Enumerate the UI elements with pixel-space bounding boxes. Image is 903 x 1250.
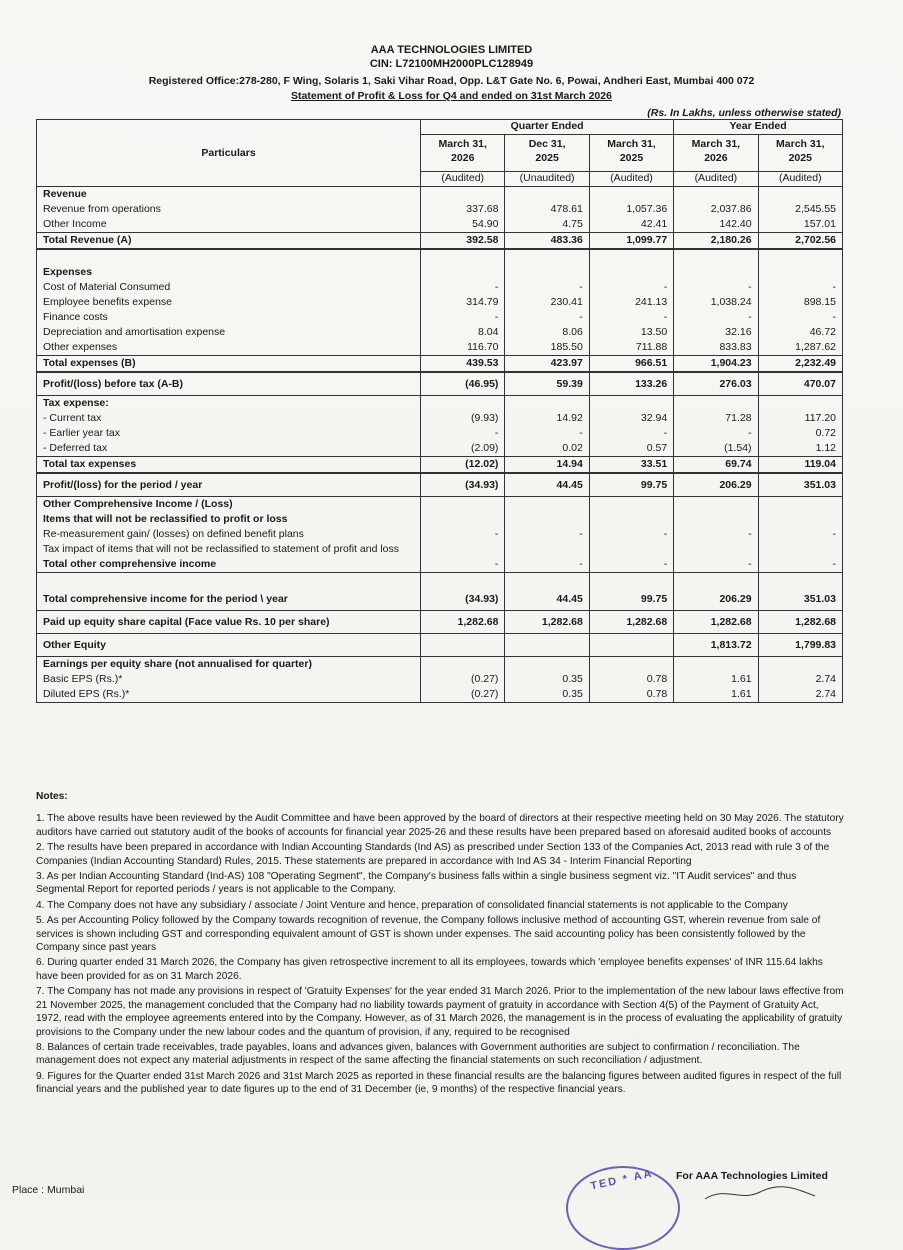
row-value: 133.26	[589, 372, 673, 396]
row-value	[505, 542, 589, 557]
row-value: 59.39	[505, 372, 589, 396]
row-value: 241.13	[589, 295, 673, 310]
row-value: 2,037.86	[674, 202, 758, 217]
column-audit-status-1: (Unaudited)	[505, 172, 589, 187]
row-value: -	[674, 310, 758, 325]
row-value: 0.72	[758, 426, 842, 441]
row-label: Tax expense:	[37, 396, 421, 412]
row-value: (34.93)	[421, 588, 505, 611]
row-value: 44.45	[505, 588, 589, 611]
row-value	[589, 542, 673, 557]
table-row-emp	[37, 295, 843, 310]
row-value: 116.70	[421, 340, 505, 356]
row-value: -	[505, 280, 589, 295]
row-label: - Current tax	[37, 411, 421, 426]
row-label: Tax impact of items that will not be reclassified to statement of profit and loss	[37, 542, 421, 557]
column-date-line1: March 31,	[691, 138, 741, 150]
row-value: 32.16	[674, 325, 758, 340]
note-item: 6. During quarter ended 31 March 2026, the Company has given retrospective increment to all its employees, towards which 'employee benefits expenses' of INR 115.64 lakhs have been provided for as on 31 March 2026.	[36, 957, 823, 982]
row-value	[589, 657, 673, 673]
note-item: 4. The Company does not have any subsidiary / associate / Joint Venture and hence, preparation of consolidated financial statements is not applicable to the Company	[36, 899, 788, 911]
row-label: Depreciation and amortisation expense	[37, 325, 421, 340]
row-value: 8.04	[421, 325, 505, 340]
row-label: Other Income	[37, 217, 421, 233]
row-value	[589, 265, 673, 280]
table-row-diluted	[37, 687, 843, 703]
row-label: - Deferred tax	[37, 441, 421, 457]
row-value	[758, 187, 842, 203]
row-value	[421, 512, 505, 527]
row-value: (0.27)	[421, 687, 505, 703]
table-row-tax-impact	[37, 542, 843, 557]
row-value: 1,799.83	[758, 634, 842, 657]
row-value: 276.03	[674, 372, 758, 396]
row-value	[674, 512, 758, 527]
row-value: 117.20	[758, 411, 842, 426]
row-value: 1,904.23	[674, 356, 758, 373]
row-value	[421, 657, 505, 673]
row-value: 99.75	[589, 473, 673, 497]
row-value: 1,282.68	[674, 611, 758, 634]
column-date-line1: March 31,	[607, 138, 656, 150]
row-value: 13.50	[589, 325, 673, 340]
row-value: -	[505, 557, 589, 573]
row-value: 32.94	[589, 411, 673, 426]
table-row-oci	[37, 497, 843, 513]
row-value	[421, 187, 505, 203]
row-value: (2.09)	[421, 441, 505, 457]
row-value: 1,099.77	[589, 233, 673, 250]
place-label: Place : Mumbai	[12, 1184, 85, 1196]
row-value	[589, 497, 673, 513]
row-value: (9.93)	[421, 411, 505, 426]
row-value: 833.83	[674, 340, 758, 356]
row-value: 314.79	[421, 295, 505, 310]
row-value: -	[758, 557, 842, 573]
table-row-cost-mat	[37, 280, 843, 295]
year-ended-header: Year Ended	[674, 120, 843, 135]
row-value	[505, 497, 589, 513]
row-value: -	[758, 527, 842, 542]
row-value	[674, 187, 758, 203]
row-value: 0.02	[505, 441, 589, 457]
for-company-signature: For AAA Technologies Limited	[676, 1170, 828, 1182]
row-value	[421, 265, 505, 280]
row-label: Earnings per equity share (not annualised for quarter)	[37, 657, 421, 673]
row-value: 1.61	[674, 672, 758, 687]
spacer-cell	[674, 249, 758, 265]
row-value: 142.40	[674, 217, 758, 233]
spacer-cell	[37, 249, 421, 265]
column-date-4	[758, 135, 842, 172]
row-value	[421, 497, 505, 513]
table-row-basic	[37, 672, 843, 687]
row-value: 0.78	[589, 687, 673, 703]
row-value: 2,702.56	[758, 233, 842, 250]
column-date-line1: March 31,	[776, 138, 825, 150]
row-label: Items that will not be reclassified to profit or loss	[37, 512, 421, 527]
row-value: (12.02)	[421, 457, 505, 474]
row-value	[758, 657, 842, 673]
row-value: 423.97	[505, 356, 589, 373]
row-value: 1,813.72	[674, 634, 758, 657]
row-value: 33.51	[589, 457, 673, 474]
row-value	[421, 396, 505, 412]
row-value: 1,038.24	[674, 295, 758, 310]
row-value: -	[421, 280, 505, 295]
row-value: 69.74	[674, 457, 758, 474]
row-value: 2,232.49	[758, 356, 842, 373]
column-audit-status-2: (Audited)	[589, 172, 673, 187]
row-value: 230.41	[505, 295, 589, 310]
row-label: Finance costs	[37, 310, 421, 325]
row-value: -	[758, 310, 842, 325]
row-value: 478.61	[505, 202, 589, 217]
row-value: -	[758, 280, 842, 295]
row-value: 1,282.68	[421, 611, 505, 634]
column-date-line2: 2026	[451, 152, 475, 164]
row-value: 206.29	[674, 588, 758, 611]
row-value: -	[589, 280, 673, 295]
spacer-cell	[589, 249, 673, 265]
row-value	[589, 187, 673, 203]
table-row-oth-exp	[37, 340, 843, 356]
column-date-line2: 2026	[704, 152, 728, 164]
row-value	[589, 634, 673, 657]
table-row-eps	[37, 657, 843, 673]
table-row-pbt	[37, 372, 843, 396]
row-value	[674, 657, 758, 673]
row-value	[674, 265, 758, 280]
column-date-1	[505, 135, 589, 172]
particulars-header: Particulars	[37, 120, 421, 187]
table-row-cur-tax	[37, 411, 843, 426]
row-label: Profit/(loss) before tax (A-B)	[37, 372, 421, 396]
spacer-cell	[505, 249, 589, 265]
table-row-def-tax	[37, 441, 843, 457]
row-value: 351.03	[758, 588, 842, 611]
column-date-2	[589, 135, 673, 172]
row-label: Re-measurement gain/ (losses) on defined benefit plans	[37, 527, 421, 542]
row-value: 483.36	[505, 233, 589, 250]
row-value: (46.95)	[421, 372, 505, 396]
row-value: 8.06	[505, 325, 589, 340]
row-label: Other Equity	[37, 634, 421, 657]
row-value: -	[421, 310, 505, 325]
row-value: 439.53	[421, 356, 505, 373]
row-value: 1,057.36	[589, 202, 673, 217]
row-value: -	[589, 527, 673, 542]
row-value: 206.29	[674, 473, 758, 497]
registered-office: Registered Office:278-280, F Wing, Solaris 1, Saki Vihar Road, Opp. L&T Gate No. 6, Powai, Andheri East, Mumbai 400 072	[148, 75, 755, 87]
row-label: Other Comprehensive Income / (Loss)	[37, 497, 421, 513]
column-date-line1: Dec 31,	[528, 138, 566, 150]
row-value: (0.27)	[421, 672, 505, 687]
note-item: 5. As per Accounting Policy followed by the Company towards recognition of revenue, the Company follows inclusive method of accounting GST, wherein revenue from sale of services is shown including GST and corresponding equivalent amount of GST is shown under expenses. The said accounting policy has been consistently followed by the Company since past years	[36, 915, 821, 954]
row-value: (1.54)	[674, 441, 758, 457]
row-value: 351.03	[758, 473, 842, 497]
spacer-cell	[505, 573, 589, 589]
row-label: Total comprehensive income for the period \ year	[37, 588, 421, 611]
row-label: Expenses	[37, 265, 421, 280]
row-value: -	[421, 426, 505, 441]
table-row-tax	[37, 396, 843, 412]
row-value: 966.51	[589, 356, 673, 373]
quarter-ended-header: Quarter Ended	[421, 120, 674, 135]
row-value: 1,282.68	[758, 611, 842, 634]
row-value: 46.72	[758, 325, 842, 340]
row-value: 898.15	[758, 295, 842, 310]
row-value	[589, 512, 673, 527]
spacer-cell	[421, 249, 505, 265]
table-row-remeas	[37, 527, 843, 542]
row-value: 0.78	[589, 672, 673, 687]
row-value	[758, 396, 842, 412]
table-row-total-exp	[37, 356, 843, 373]
row-value: 42.41	[589, 217, 673, 233]
column-date-0	[421, 135, 505, 172]
row-value: 0.35	[505, 672, 589, 687]
row-label: - Earlier year tax	[37, 426, 421, 441]
row-value: 1,287.62	[758, 340, 842, 356]
row-value: 1,282.68	[589, 611, 673, 634]
column-date-line2: 2025	[619, 152, 644, 164]
row-value: -	[589, 426, 673, 441]
note-item: 7. The Company has not made any provisions in respect of 'Gratuity Expenses' for the year ended 31 March 2026. Prior to the implementation of the new labour laws effective from 21 November 2025, the management concluded that the Company had no liability towards payment of gratuity in accordance with Section 4(5) of the Payment of Gratuity Act, 1972, read with the employee agreements entered into by the Company. However, as of 31 March 2026, the management is in the process of evaluating the applicability of gratuity provisions to the Company under the new labour codes and the quantum of provision, if any, required to be recognised	[36, 986, 844, 1038]
row-value	[674, 542, 758, 557]
row-value: 14.92	[505, 411, 589, 426]
row-value: 44.45	[505, 473, 589, 497]
row-value	[421, 542, 505, 557]
note-item: 3. As per Indian Accounting Standard (Ind-AS) 108 "Operating Segment", the Company's business falls within a single business segment viz. "IT Audit services" and thus Segmental Report for reported periods / years is not applicable to the Company.	[36, 871, 797, 896]
column-date-line2: 2025	[788, 152, 812, 164]
row-value	[505, 634, 589, 657]
table-row-earlier-tax	[37, 426, 843, 441]
row-value: 337.68	[421, 202, 505, 217]
note-item: 9. Figures for the Quarter ended 31st March 2026 and 31st March 2025 as reported in these financial results are the balancing figures between audited figures in respect of the full financial years and the published year to date figures up to the end of 31 December (ie, 9 months) of the respective financial years.	[36, 1070, 842, 1096]
spacer-cell	[421, 573, 505, 589]
company-name: AAA TECHNOLOGIES LIMITED	[370, 44, 533, 56]
spacer-cell	[589, 573, 673, 589]
table-row-oth-equity	[37, 634, 843, 657]
spacer-cell	[758, 249, 842, 265]
row-value: -	[589, 557, 673, 573]
row-value: -	[505, 310, 589, 325]
row-value: -	[589, 310, 673, 325]
row-value: -	[505, 426, 589, 441]
row-value: 4.75	[505, 217, 589, 233]
row-value: -	[674, 557, 758, 573]
row-value: 1,282.68	[505, 611, 589, 634]
row-value	[758, 512, 842, 527]
row-value: 0.57	[589, 441, 673, 457]
table-row-oci-items	[37, 512, 843, 527]
row-value: 1.12	[758, 441, 842, 457]
notes-section	[36, 790, 846, 1099]
table-row-expenses	[37, 265, 843, 280]
company-cin: CIN: L72100MH2000PLC128949	[369, 58, 534, 70]
spacer-cell	[758, 573, 842, 589]
row-value: 54.90	[421, 217, 505, 233]
row-value: 157.01	[758, 217, 842, 233]
row-value	[758, 265, 842, 280]
row-value	[505, 396, 589, 412]
notes-title: Notes:	[36, 791, 68, 802]
row-value	[505, 265, 589, 280]
table-row-share-cap	[37, 611, 843, 634]
row-value: -	[674, 280, 758, 295]
row-value	[674, 396, 758, 412]
note-item: 1. The above results have been reviewed by the Audit Committee and have been approved by the board of directors at their respective meeting held on 30 May 2026. The statutory auditors have carried out statutory audit of the books of accounts for financial year 2025-26 and these results have been prepared based on aforesaid audited books of accounts	[36, 813, 844, 838]
row-value	[505, 187, 589, 203]
row-value: 0.35	[505, 687, 589, 703]
table-row-dep	[37, 325, 843, 340]
row-value: (34.93)	[421, 473, 505, 497]
row-value	[421, 634, 505, 657]
row-value: 2.74	[758, 672, 842, 687]
company-seal	[566, 1166, 680, 1250]
row-value: -	[674, 527, 758, 542]
row-label: Diluted EPS (Rs.)*	[37, 687, 421, 703]
row-label: Employee benefits expense	[37, 295, 421, 310]
row-value: -	[421, 557, 505, 573]
row-value: 71.28	[674, 411, 758, 426]
column-audit-status-3: (Audited)	[674, 172, 758, 187]
table-row-rev-ops	[37, 202, 843, 217]
row-label: Other expenses	[37, 340, 421, 356]
row-label: Revenue	[37, 187, 421, 203]
spacer-cell	[37, 573, 421, 589]
row-label: Total expenses (B)	[37, 356, 421, 373]
note-item: 2. The results have been prepared in accordance with Indian Accounting Standards (Ind AS) as prescribed under Section 133 of the Companies Act, 2013 read with rule 3 of the Companies (Indian Accounting Standard) Rules, 2015. These statements are prepared in accordance with Ind AS 34 - Interim Financial Reporting	[36, 842, 830, 867]
row-value: 470.07	[758, 372, 842, 396]
row-value	[758, 542, 842, 557]
row-value: 119.04	[758, 457, 842, 474]
table-row-tci	[37, 588, 843, 611]
table-row-total-rev	[37, 233, 843, 250]
signature-scribble	[700, 1184, 820, 1204]
table-row-total-oci	[37, 557, 843, 573]
row-label: Basic EPS (Rs.)*	[37, 672, 421, 687]
table-row-total-tax	[37, 457, 843, 474]
row-label: Total Revenue (A)	[37, 233, 421, 250]
row-value: 2,545.55	[758, 202, 842, 217]
row-value	[589, 396, 673, 412]
profit-loss-table	[36, 119, 843, 703]
row-value: 392.58	[421, 233, 505, 250]
table-row-other-inc	[37, 217, 843, 233]
note-item: 8. Balances of certain trade receivables, trade payables, loans and advances given, balances with Government authorities are subject to confirmation / reconciliation. The management does not expect any material adjustments in respect of the same affecting the financial statements on such reconciliation / adjustment.	[36, 1041, 800, 1067]
row-value	[505, 657, 589, 673]
row-value: 99.75	[589, 588, 673, 611]
row-value: 185.50	[505, 340, 589, 356]
row-label: Revenue from operations	[37, 202, 421, 217]
table-row-pat	[37, 473, 843, 497]
row-value: 14.94	[505, 457, 589, 474]
row-value	[674, 497, 758, 513]
table-row-fin	[37, 310, 843, 325]
table-row-revenue	[37, 187, 843, 203]
row-value: -	[421, 527, 505, 542]
spacer-cell	[674, 573, 758, 589]
column-date-line1: March 31,	[438, 138, 487, 150]
row-label: Cost of Material Consumed	[37, 280, 421, 295]
row-value	[758, 497, 842, 513]
row-label: Paid up equity share capital (Face value Rs. 10 per share)	[37, 611, 421, 634]
row-value: 1.61	[674, 687, 758, 703]
row-value: -	[505, 527, 589, 542]
row-label: Total tax expenses	[37, 457, 421, 474]
column-audit-status-4: (Audited)	[758, 172, 842, 187]
row-label: Profit/(loss) for the period / year	[37, 473, 421, 497]
column-date-3	[674, 135, 758, 172]
statement-title: Statement of Profit & Loss for Q4 and ended on 31st March 2026	[291, 90, 612, 102]
row-value: -	[674, 426, 758, 441]
row-value	[505, 512, 589, 527]
row-label: Total other comprehensive income	[37, 557, 421, 573]
row-value: 2,180.26	[674, 233, 758, 250]
row-value: 2.74	[758, 687, 842, 703]
units-note: (Rs. In Lakhs, unless otherwise stated)	[647, 107, 841, 119]
column-date-line2: 2025	[535, 152, 559, 164]
row-value: 711.88	[589, 340, 673, 356]
column-audit-status-0: (Audited)	[421, 172, 505, 187]
seal-text: TED * AA	[589, 1167, 655, 1193]
